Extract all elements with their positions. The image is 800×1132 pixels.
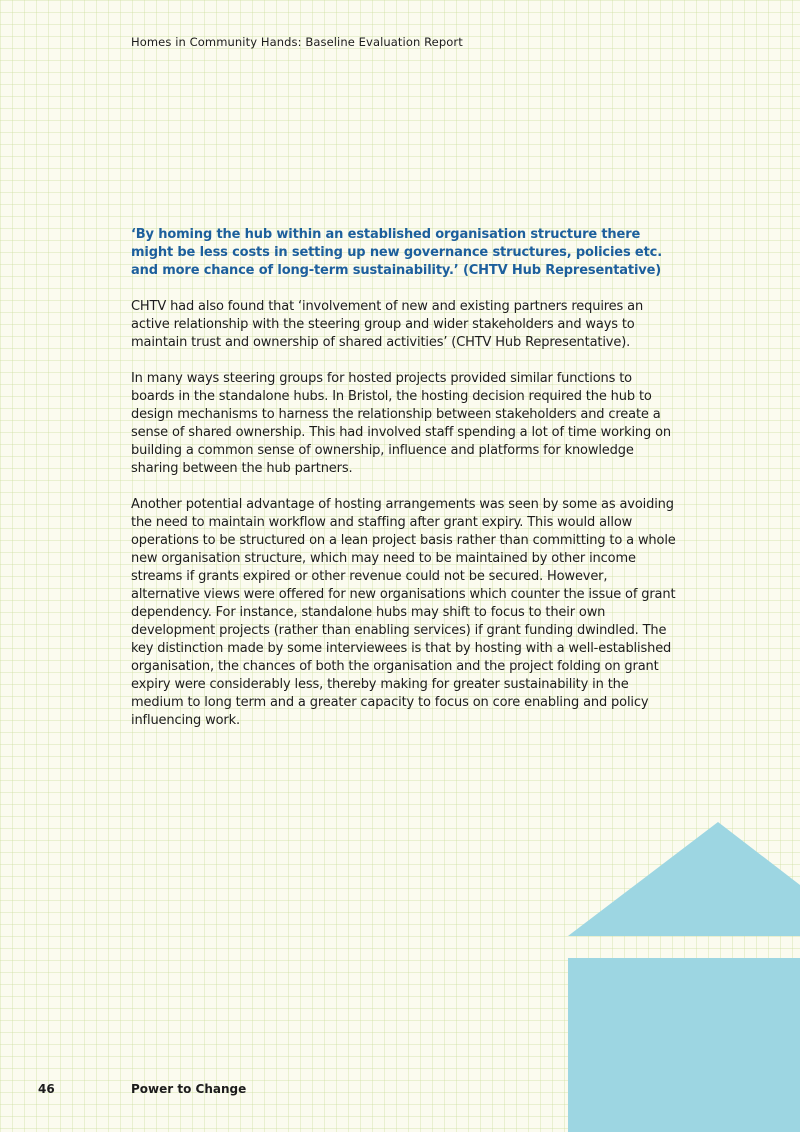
page-number: 46: [38, 1082, 55, 1096]
body-paragraph: Another potential advantage of hosting arrangements was seen by some as avoiding the need to maintain workflow and staffing after grant expiry. This would allow operations to be structured on a lean project basis rather than committing to a whole new organisation structure, which may need to be maintained by other income streams if grants expired or other revenue could not be secured. However, alternative views were offered for new organisations which counter the issue of grant dependency. For instance, standalone hubs may shift to focus to their own development projects (rather than enabling services) if grant funding dwindled. The key distinction made by some interviewees is that by hosting with a well-established organisation, the chances of both the organisation and the project folding on grant expiry were considerably less, thereby making for greater sustainability in the medium to long term and a greater capacity to focus on core enabling and policy influencing work.: [131, 497, 676, 728]
house-body-shape: [568, 958, 800, 1132]
footer-organisation: Power to Change: [131, 1082, 247, 1096]
pull-quote: ‘By homing the hub within an established organisation structure there might be less costs in setting up new governance structures, policies etc. and more chance of long-term sustainability.’ (CHTV Hub Representative): [131, 227, 662, 278]
house-roof-shape: [568, 822, 800, 936]
running-header: Homes in Community Hands: Baseline Evaluation Report: [131, 35, 463, 49]
body-paragraph: CHTV had also found that ‘involvement of new and existing partners requires an active relationship with the steering group and wider stakeholders and ways to maintain trust and ownership of shared activities’ (CHTV Hub Representative).: [131, 299, 644, 350]
house-icon: [568, 822, 800, 1132]
body-paragraph: In many ways steering groups for hosted projects provided similar functions to boards in the standalone hubs. In Bristol, the hosting decision required the hub to design mechanisms to harness the relationship between stakeholders and create a sense of shared ownership. This had involved staff spending a lot of time working on building a common sense of ownership, influence and platforms for knowledge sharing between the hub partners.: [131, 371, 671, 476]
main-content: [131, 226, 676, 748]
